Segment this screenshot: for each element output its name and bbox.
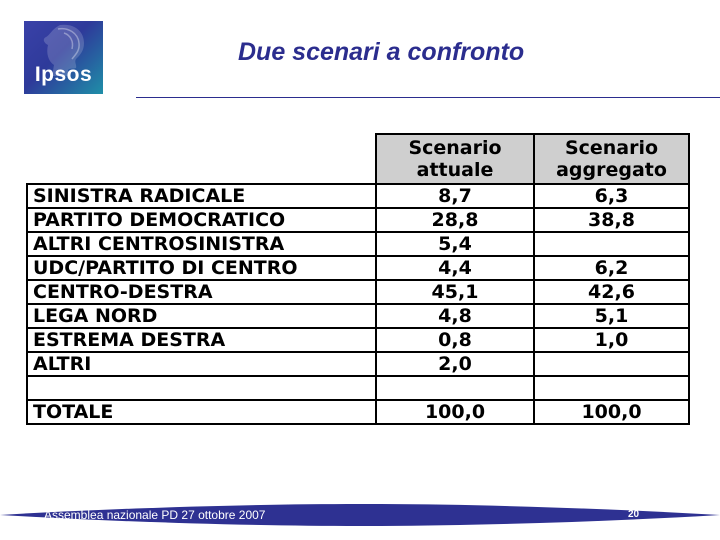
table-row [27, 352, 689, 376]
row-label-cell: ALTRI [27, 352, 376, 376]
attuale-value-cell: 28,8 [376, 208, 534, 232]
aggregato-value-cell [534, 352, 689, 376]
page-title: Due scenari a confronto [238, 38, 525, 66]
page-number: 20 [628, 509, 640, 520]
table-row [27, 328, 689, 352]
column-header-line: attuale [416, 159, 494, 181]
aggregato-value-cell [534, 232, 689, 256]
column-header-line: Scenario [408, 137, 502, 159]
column-header-aggregato [534, 134, 689, 184]
ipsos-logo [24, 21, 103, 94]
scenario-table [26, 133, 690, 425]
table-row [27, 304, 689, 328]
attuale-value-cell: 4,4 [376, 256, 534, 280]
aggregato-value-cell: 6,3 [534, 184, 689, 208]
attuale-value-cell: 2,0 [376, 352, 534, 376]
logo-text: Ipsos [34, 63, 93, 86]
table-row [27, 256, 689, 280]
table-row [27, 280, 689, 304]
table-row [27, 208, 689, 232]
spacer-row [27, 376, 689, 400]
attuale-value-cell: 5,4 [376, 232, 534, 256]
attuale-value-cell: 4,8 [376, 304, 534, 328]
table-row [27, 400, 689, 424]
empty-corner-cell [27, 134, 376, 184]
aggregato-value-cell [534, 376, 689, 400]
aggregato-value-cell: 6,2 [534, 256, 689, 280]
aggregato-value-cell: 38,8 [534, 208, 689, 232]
column-header-line: Scenario [564, 137, 659, 159]
aggregato-value-cell: 5,1 [534, 304, 689, 328]
aggregato-value-cell: 100,0 [534, 400, 689, 424]
row-label-cell [27, 376, 376, 400]
row-label-cell: UDC/PARTITO DI CENTRO [27, 256, 376, 280]
aggregato-value-cell: 1,0 [534, 328, 689, 352]
title-divider [136, 97, 720, 98]
row-label-cell: PARTITO DEMOCRATICO [27, 208, 376, 232]
column-header-line: aggregato [556, 159, 667, 181]
footer-text: Assemblea nazionale PD 27 ottobre 2007 [44, 508, 266, 522]
attuale-value-cell [376, 376, 534, 400]
table-row [27, 232, 689, 256]
attuale-value-cell: 100,0 [376, 400, 534, 424]
row-label-cell: TOTALE [27, 400, 376, 424]
table-row [27, 184, 689, 208]
column-header-attuale [376, 134, 534, 184]
attuale-value-cell: 45,1 [376, 280, 534, 304]
table-header-row [27, 134, 689, 184]
row-label-cell: ESTREMA DESTRA [27, 328, 376, 352]
row-label-cell: LEGA NORD [27, 304, 376, 328]
row-label-cell: CENTRO-DESTRA [27, 280, 376, 304]
aggregato-value-cell: 42,6 [534, 280, 689, 304]
row-label-cell: SINISTRA RADICALE [27, 184, 376, 208]
attuale-value-cell: 0,8 [376, 328, 534, 352]
attuale-value-cell: 8,7 [376, 184, 534, 208]
row-label-cell: ALTRI CENTROSINISTRA [27, 232, 376, 256]
